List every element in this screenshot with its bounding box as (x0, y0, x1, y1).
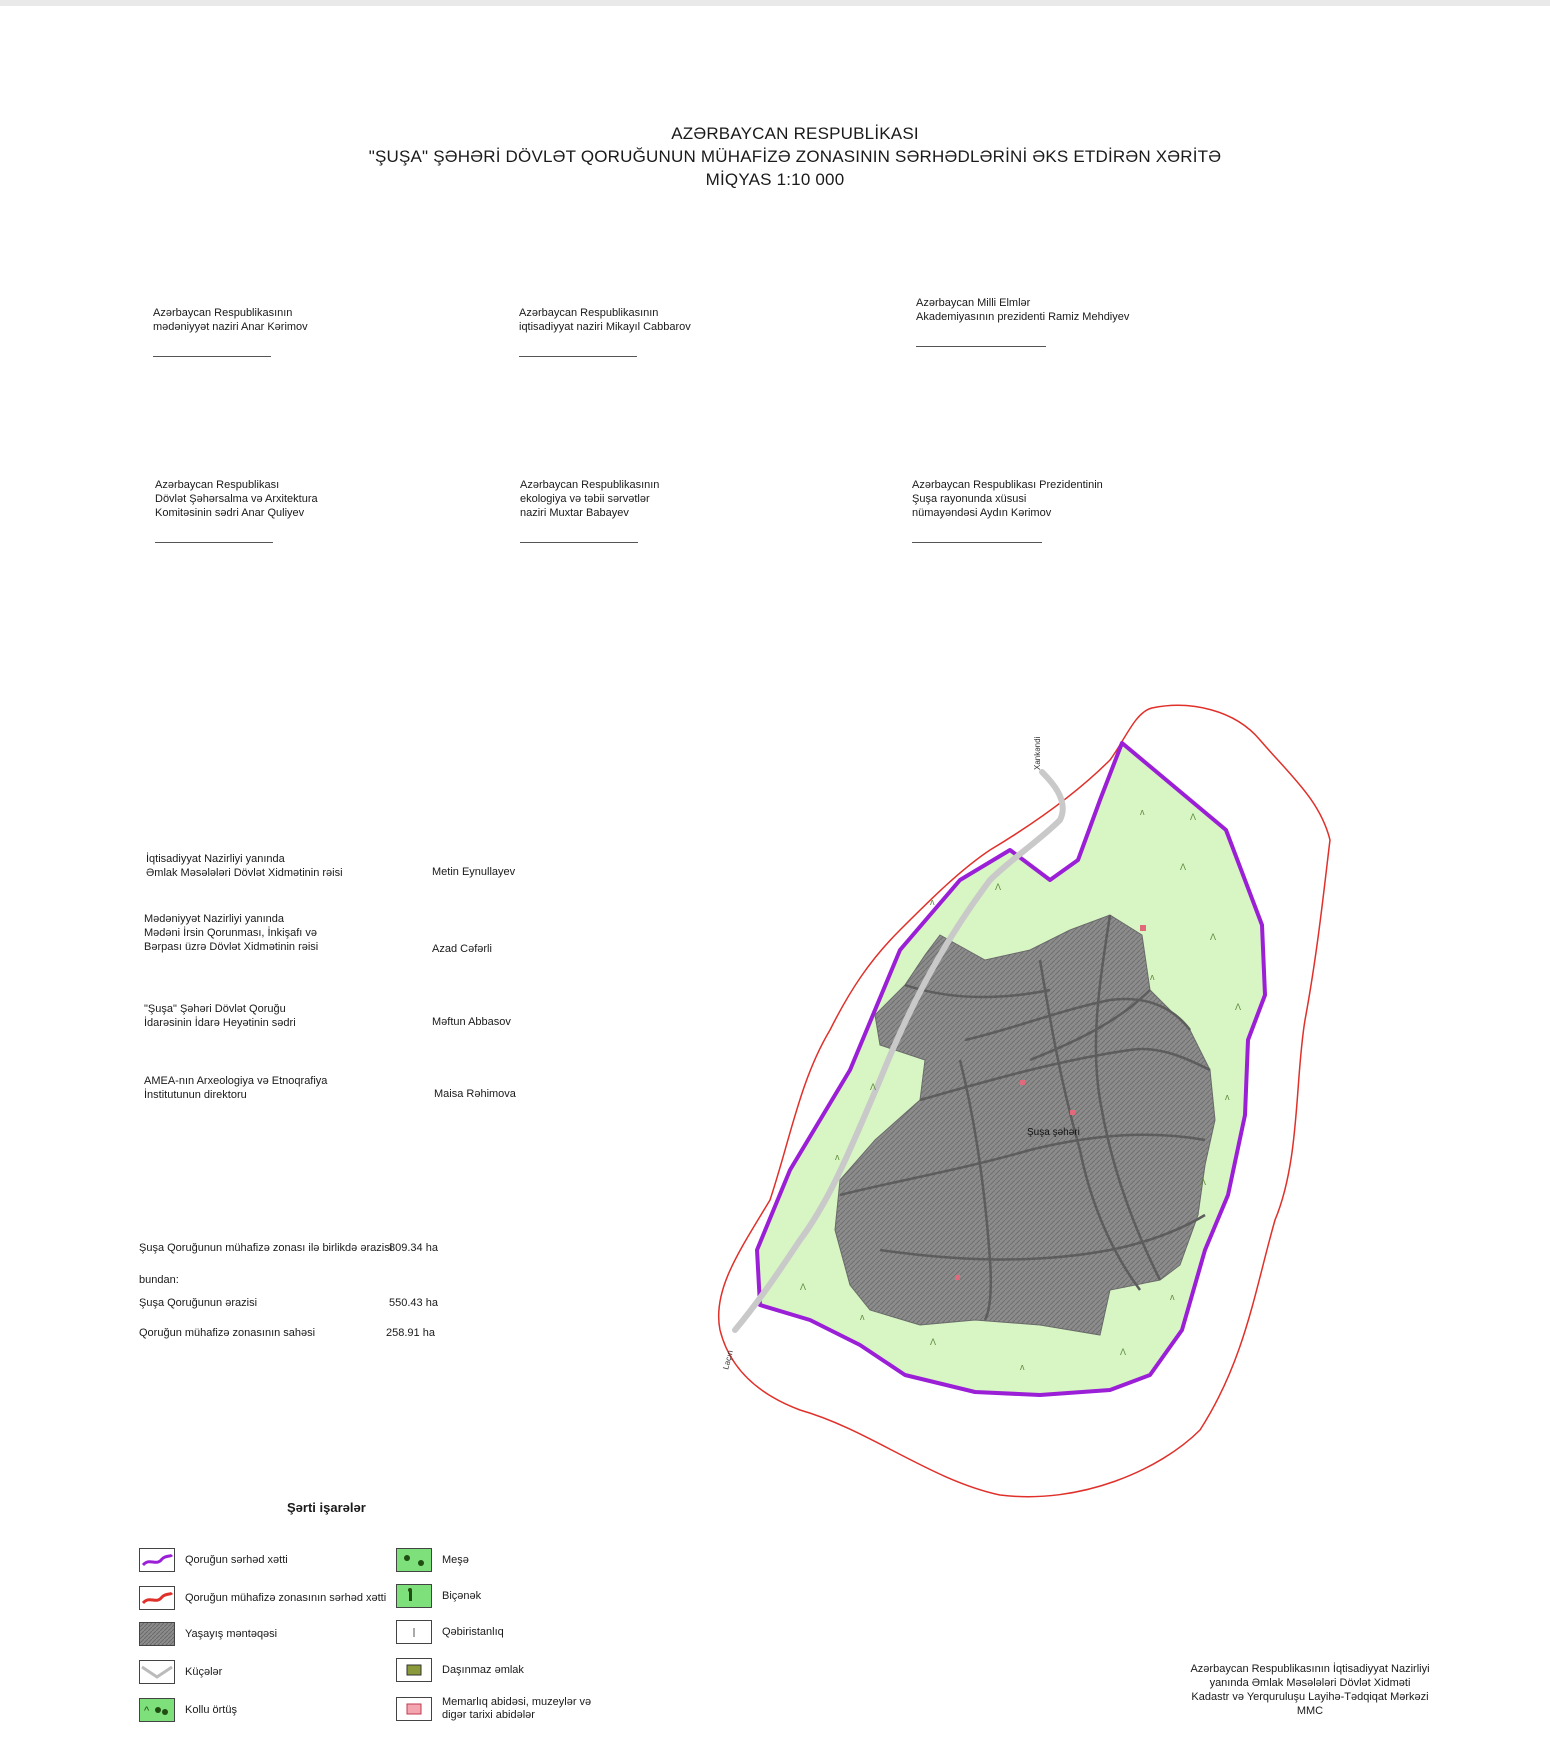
issuer-block: Azərbaycan Respublikasının İqtisadiyyat Nazirliyi yanında Əmlak Məsələləri Dövlət Xidməti Kadastr və Yerquruluşu Layihə-Tədqiqat Mərkəzi MMC (1190, 1663, 1430, 1717)
legend-item: Yaşayış məntəqəsi (139, 1622, 277, 1646)
cemetery-symbol-icon (396, 1620, 432, 1644)
svg-text:ʌ: ʌ (1150, 972, 1155, 982)
svg-text:ʌ: ʌ (930, 897, 935, 907)
svg-text:Λ: Λ (1180, 862, 1187, 872)
reserve-area-label: Şuşa Qoruğunun ərazisi (139, 1297, 258, 1309)
monument-symbol-icon (396, 1697, 432, 1721)
signatory-ecology-minister: Azərbaycan Respublikasının ekologiya və təbii sərvətlər naziri Muxtar Babayev (520, 478, 659, 543)
country-title: AZƏRBAYCAN RESPUBLİKASI (671, 124, 919, 143)
reserve-area-value: 550.43 ha (389, 1297, 438, 1309)
svg-text:ʌ: ʌ (1020, 1362, 1025, 1372)
official-title: İqtisadiyyat Nazirliyi yanında Əmlak Məsələləri Dövlət Xidmətinin rəisi (146, 853, 343, 879)
svg-text:Λ: Λ (995, 882, 1002, 892)
shrub-symbol-icon (139, 1698, 175, 1722)
purple-boundary-line-icon (139, 1548, 175, 1572)
svg-text:ʌ: ʌ (1170, 1292, 1175, 1302)
signatory-presidential-representative: Azərbaycan Respublikası Prezidentinin Şuşa rayonunda xüsusi nümayəndəsi Aydın Kərimov (912, 478, 1103, 543)
official-name: Maisa Rəhimova (434, 1088, 516, 1100)
signature-line (155, 542, 273, 543)
zone-area-value: 258.91 ha (386, 1327, 435, 1339)
svg-text:ʌ: ʌ (860, 1312, 865, 1322)
red-boundary-line-icon (139, 1586, 175, 1610)
road-label-top: Xankəndi (1033, 736, 1042, 770)
zone-area-label: Qoruğun mühafizə zonasının sahəsi (139, 1327, 316, 1339)
svg-text:^: ^ (144, 1705, 150, 1717)
road-label-bottom: Laçın (721, 1349, 735, 1371)
svg-text:Λ: Λ (1210, 932, 1217, 942)
forest-symbol-icon (396, 1548, 432, 1572)
official-name: Məftun Abbasov (432, 1016, 511, 1028)
svg-text:Λ: Λ (800, 1282, 807, 1292)
svg-text:Λ: Λ (930, 1337, 937, 1347)
legend-item: ^ Kollu örtüş (139, 1698, 237, 1722)
legend-item: Memarlıq abidəsi, muzeylər və digər tarixi abidələr (396, 1696, 592, 1722)
signatory-urban-planning-chair: Azərbaycan Respublikası Dövlət Şəhərsalma və Arxitektura Komitəsinin sədri Anar Quliyev (155, 478, 318, 543)
legend-item: Qoruğun mühafizə zonasının sərhəd xətti (139, 1586, 386, 1610)
legend-item: Biçənək (396, 1584, 481, 1608)
signatory-academy-president: Azərbaycan Milli Elmlər Akademiyasının prezidenti Ramiz Mehdiyev (916, 296, 1129, 347)
svg-text:Λ: Λ (870, 1082, 877, 1092)
reserve-map (700, 690, 1350, 1510)
signatory-economy-minister: Azərbaycan Respublikasının iqtisadiyyat naziri Mikayıl Cabbarov (519, 306, 691, 357)
legend-item: Qoruğun sərhəd xətti (139, 1548, 288, 1572)
total-area-value: 809.34 ha (389, 1242, 438, 1254)
legend-item: Küçələr (139, 1660, 222, 1684)
official-name: Metin Eynullayev (432, 866, 516, 878)
road-line-icon (139, 1660, 175, 1684)
immovable-property-symbol-icon (396, 1658, 432, 1682)
svg-text:ʌ: ʌ (1140, 807, 1145, 817)
settlement-hatch-icon (139, 1622, 175, 1646)
svg-text:ʌ: ʌ (835, 1152, 840, 1162)
legend-item: Meşə (396, 1548, 469, 1572)
svg-text:Λ: Λ (1235, 1002, 1242, 1012)
legend-title: Şərti işarələr (287, 1500, 366, 1515)
svg-text:Λ: Λ (1190, 812, 1197, 822)
signature-line (153, 356, 271, 357)
city-label: Şuşa şəhəri (1027, 1127, 1080, 1138)
map-title: "ŞUŞA" ŞƏHƏRİ DÖVLƏT QORUĞUNUN MÜHAFİZƏ ZONASININ SƏRHƏDLƏRİNİ ƏKS ETDİRƏN XƏRİTƏ (368, 147, 1222, 166)
top-border (0, 0, 1550, 6)
svg-text:Λ: Λ (1120, 1347, 1127, 1357)
signature-line (916, 346, 1046, 347)
from-label: bundan: (139, 1274, 179, 1286)
total-area-label: Şuşa Qoruğunun mühafizə zonası ilə birlikdə ərazisi (139, 1242, 393, 1254)
official-title: AMEA-nın Arxeologiya və Etnoqrafiya İnstitutunun direktoru (144, 1075, 328, 1101)
signatory-culture-minister: Azərbaycan Respublikasının mədəniyyət naziri Anar Kərimov (153, 306, 308, 357)
hayfield-symbol-icon (396, 1584, 432, 1608)
signature-line (520, 542, 638, 543)
official-title: Mədəniyyət Nazirliyi yanında Mədəni İrsin Qorunması, İnkişafı və Bərpası üzrə Dövlət Xidmətinin rəisi (144, 913, 319, 953)
official-name: Azad Cəfərli (432, 943, 492, 955)
svg-text:Λ: Λ (1200, 1177, 1207, 1187)
legend-item: Daşınmaz əmlak (396, 1658, 524, 1682)
svg-text:ʌ: ʌ (1225, 1092, 1230, 1102)
signature-line (912, 542, 1042, 543)
map-scale: MİQYAS 1:10 000 (705, 170, 845, 189)
legend-item: Qəbiristanlıq (396, 1620, 504, 1644)
official-title: "Şuşa" Şəhəri Dövlət Qoruğu İdarəsinin İdarə Heyətinin sədri (144, 1003, 296, 1029)
signature-line (519, 356, 637, 357)
